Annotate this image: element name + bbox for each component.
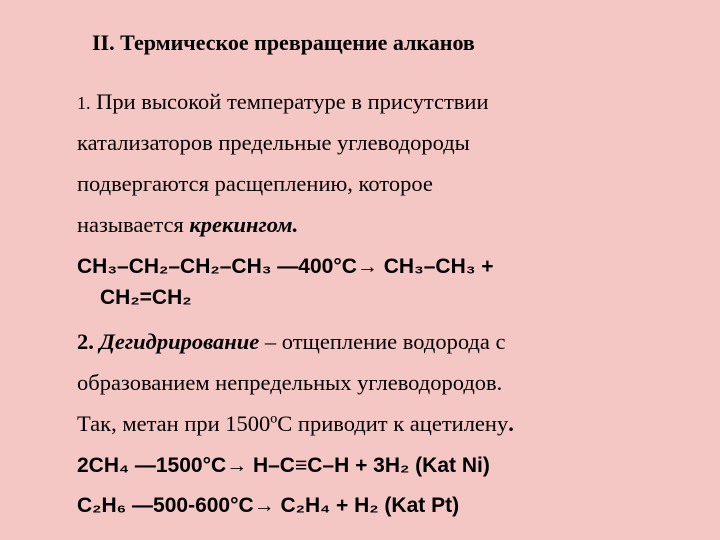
- equation-cracking-line-2: CH₂=CH₂: [100, 286, 192, 309]
- paragraph-1-line-1: [77, 91, 489, 114]
- paragraph-1-line-2: катализаторов предельные углеводороды: [77, 130, 470, 155]
- equation-cracking-line-1: CH₃–CH₂–CH₂–CH₃ —400°C→ CH₃–CH₃ +: [77, 255, 494, 278]
- term-cracking: крекингом.: [189, 212, 299, 237]
- paragraph-2-line-3: [77, 413, 514, 436]
- paragraph-1-line-4: [77, 214, 298, 237]
- paragraph-2-line-1: [77, 331, 505, 354]
- item-number-2: 2.: [77, 329, 100, 354]
- term-dehydrogenation: Дегидрирование: [99, 329, 260, 354]
- equation-ethane: C₂H₆ —500-600°C→ C₂H₄ + H₂ (Kat Pt): [77, 494, 460, 517]
- paragraph-1-line-4-text: называется: [77, 212, 190, 237]
- paragraph-2-line-3-text: Так, метан при 1500ºС приводит к ацетилену: [77, 411, 509, 436]
- slide-title: II. Термическое превращение алканов: [92, 30, 475, 55]
- paragraph-1-line-3: подвергаются расщеплению, которое: [77, 171, 433, 196]
- paragraph-2-line-2: образованием непредельных углеводородов.: [77, 370, 503, 395]
- paragraph-2-line-3-end: .: [508, 411, 514, 436]
- item-number-1: 1.: [77, 93, 91, 113]
- equation-methane: 2CH₄ —1500°C→ H–C≡C–H + 3H₂ (Kat Ni): [77, 454, 490, 477]
- paragraph-1-line-1-text: При высокой температуре в присутствии: [90, 89, 489, 114]
- paragraph-2-line-1-text: – отщепление водорода с: [259, 329, 506, 354]
